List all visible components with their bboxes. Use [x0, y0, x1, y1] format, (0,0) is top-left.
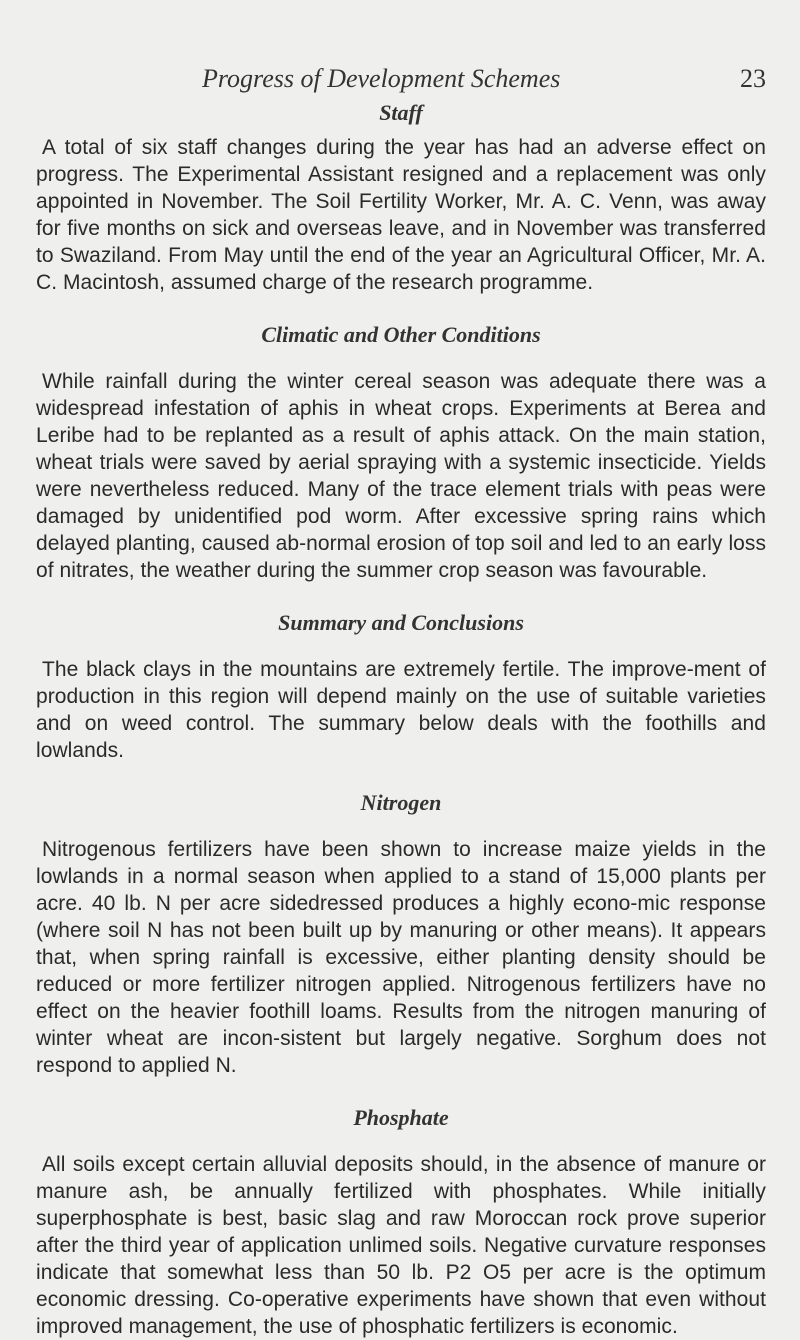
document-page	[36, 64, 766, 1340]
section-heading-climatic-conditions: Climatic and Other Conditions	[261, 322, 541, 347]
section-body-nitrogen: Nitrogenous fertilizers have been shown to increase maize yields in the lowlands in a normal season when applied to a stand of 15,000 plants per acre. 40 lb. N per acre sidedressed produces a highly econo-mic response (where soil N has not been built up by manuring or other means). It appears that, when spring rainfall is excessive, either planting density should be reduced or more fertilizer nitrogen applied. Nitrogenous fertilizers have no effect on the heavier foothill loams. Results from the nitrogen manuring of winter wheat are incon-sistent but largely negative. Sorghum does not respond to applied N.	[36, 838, 766, 1077]
section-heading-nitrogen: Nitrogen	[360, 790, 442, 815]
running-head	[36, 64, 766, 98]
running-head-title: Progress of Development Schemes	[202, 64, 561, 93]
section-body-climatic-conditions: While rainfall during the winter cereal season was adequate there was a widespread infestation of aphis in wheat crops. Experiments at Berea and Leribe had to be replanted as a result of aphis attack. On the main station, wheat trials were saved by aerial spraying with a systemic insecticide. Yields were nevertheless reduced. Many of the trace element trials with peas were damaged by unidentified pod worm. After excessive spring rains which delayed planting, caused ab-normal erosion of top soil and led to an early loss of nitrates, the weather during the summer crop season was favourable.	[36, 370, 766, 582]
section-body-phosphate: All soils except certain alluvial deposits should, in the absence of manure or manure ash, be annually fertilized with phosphates. While initially superphosphate is best, basic slag and raw Moroccan rock prove superior after the third year of application unlimed soils. Negative curvature responses indicate that somewhat less than 50 lb. P2 O5 per acre is the optimum economic dressing. Co-operative experiments have shown that even without improved management, the use of phosphatic fertilizers is economic.	[36, 1153, 766, 1338]
section-body-summary-conclusions: The black clays in the mountains are extremely fertile. The improve-ment of production in this region will depend mainly on the use of suitable varieties and on weed control. The summary below deals with the foothills and lowlands.	[36, 658, 766, 762]
section-heading-summary-conclusions: Summary and Conclusions	[278, 610, 524, 635]
section-heading-staff: Staff	[379, 100, 423, 125]
section-body-staff: A total of six staff changes during the year has had an adverse effect on progress. The Experimental Assistant resigned and a replacement was only appointed in November. The Soil Fertility Worker, Mr. A. C. Venn, was away for five months on sick and overseas leave, and in November was transferred to Swaziland. From May until the end of the year an Agricultural Officer, Mr. A. C. Macintosh, assumed charge of the research programme.	[36, 136, 766, 294]
page-number: 23	[740, 64, 766, 93]
section-heading-phosphate: Phosphate	[353, 1105, 449, 1130]
